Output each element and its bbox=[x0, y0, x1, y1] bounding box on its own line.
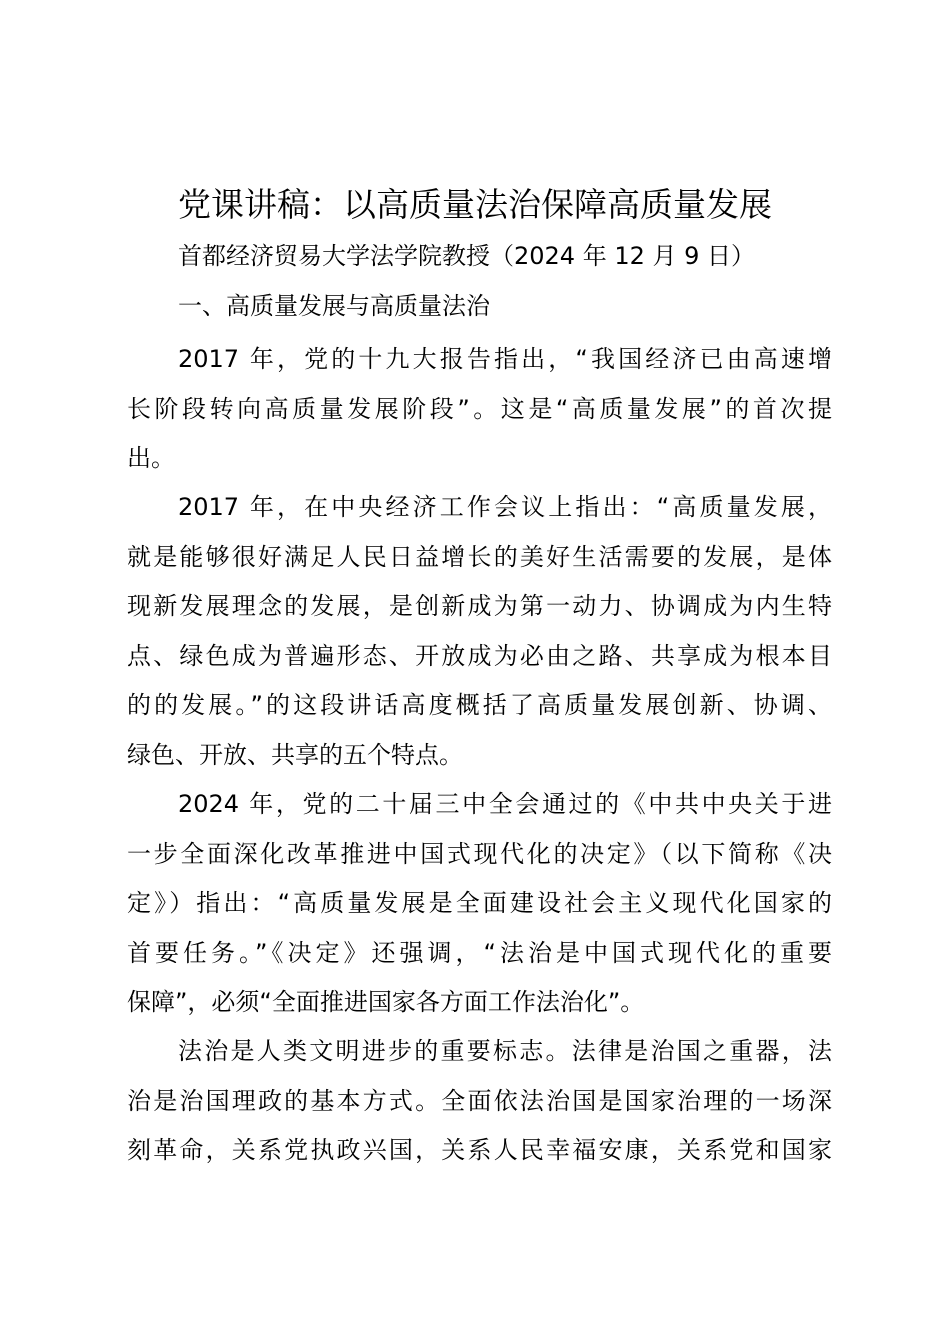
document-title: 党课讲稿：以高质量法治保障高质量发展 bbox=[178, 185, 772, 224]
paragraph bbox=[127, 780, 832, 1028]
paragraph-line: 点、绿色成为普遍形态、开放成为必由之路、共享成为根本目 bbox=[127, 641, 832, 670]
paragraph bbox=[127, 483, 832, 781]
paragraph-line: 2024 年，党的二十届三中全会通过的《中共中央关于进 bbox=[178, 790, 832, 818]
paragraph-line: 法治是人类文明进步的重要标志。法律是治国之重器，法 bbox=[178, 1037, 832, 1065]
paragraph-line: 绿色、开放、共享的五个特点。 bbox=[127, 740, 463, 769]
paragraph-line: 出。 bbox=[127, 444, 175, 473]
paragraph-line: 的的发展。”的这段讲话高度概括了高质量发展创新、协调、 bbox=[127, 691, 832, 720]
section-heading: 一、高质量发展与高质量法治 bbox=[178, 292, 490, 320]
paragraph-line: 刻革命，关系党执政兴国，关系人民幸福安康，关系党和国家 bbox=[127, 1136, 832, 1165]
paragraph-line: 治是治国理政的基本方式。全面依法治国是国家治理的一场深 bbox=[127, 1086, 832, 1115]
paragraph-line: 定》）指出：“高质量发展是全面建设社会主义现代化国家的 bbox=[127, 889, 832, 918]
paragraph bbox=[127, 1027, 832, 1176]
paragraph bbox=[127, 335, 832, 484]
paragraph-line: 现新发展理念的发展，是创新成为第一动力、协调成为内生特 bbox=[127, 592, 832, 621]
paragraph-line: 保障”，必须“全面推进国家各方面工作法治化”。 bbox=[127, 988, 645, 1017]
paragraph-line: 2017 年，党的十九大报告指出，“我国经济已由高速增 bbox=[178, 345, 832, 373]
author-line: 首都经济贸易大学法学院教授（2024 年 12 月 9 日） bbox=[178, 242, 756, 270]
paragraph-line: 一步全面深化改革推进中国式现代化的决定》（以下简称《决 bbox=[127, 839, 832, 868]
paragraph-line: 就是能够很好满足人民日益增长的美好生活需要的发展，是体 bbox=[127, 542, 832, 571]
paragraph-line: 2017 年，在中央经济工作会议上指出：“高质量发展， bbox=[178, 493, 832, 521]
paragraph-line: 长阶段转向高质量发展阶段”。这是“高质量发展”的首次提 bbox=[127, 394, 832, 423]
paragraph-line: 首要任务。”《决定》还强调，“法治是中国式现代化的重要 bbox=[127, 938, 832, 967]
